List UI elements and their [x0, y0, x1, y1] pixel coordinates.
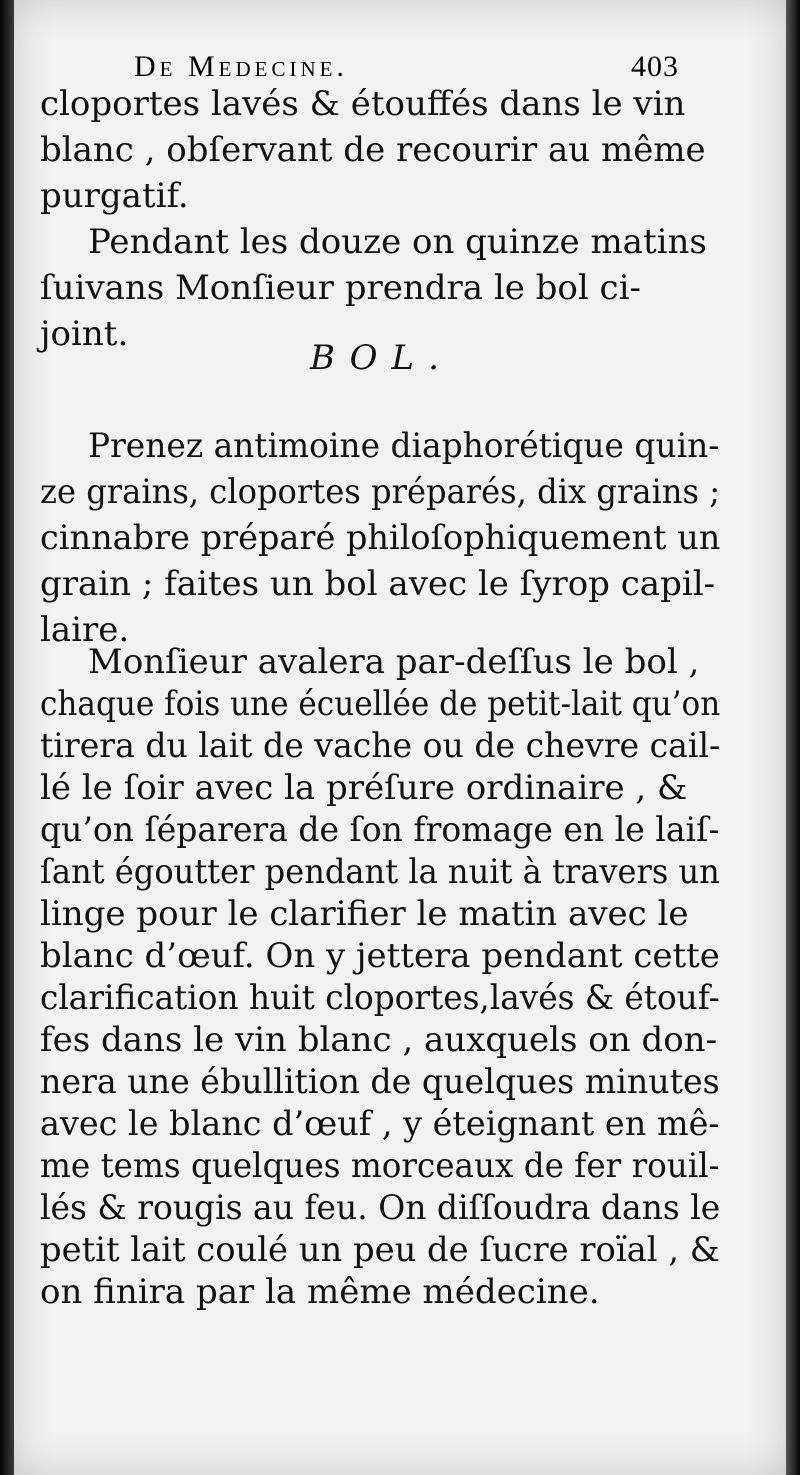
text-line: on finira par la même médecine. — [40, 1272, 600, 1312]
text-line: purgatif. — [40, 176, 189, 216]
text-line: tirera du lait de vache ou de chevre cail- — [40, 726, 721, 766]
text-line: grain ; faites un bol avec le ſyrop capil- — [40, 564, 716, 604]
text-line: ſuivans Monſieur prendra le bol ci- — [40, 268, 641, 308]
text-line: blanc , obſervant de recourir au même — [40, 130, 706, 170]
text-line: lés & rougis au feu. On diſſoudra dans le — [40, 1188, 721, 1228]
text-line: Prenez antimoine diaphorétique quin- — [88, 426, 720, 466]
book-page — [14, 0, 786, 1475]
text-line: cloportes lavés & étouffés dans le vin — [40, 84, 686, 124]
text-line: nera une ébullition de quelques minutes — [40, 1062, 720, 1102]
text-line: laire. — [40, 610, 130, 650]
text-line: ſant égoutter pendant la nuit à travers un — [40, 852, 720, 892]
text-line: chaque fois une écuellée de petit-lait qu’on — [40, 684, 721, 724]
text-line: joint. — [40, 314, 129, 354]
text-line: fes dans le vin blanc , auxquels on don- — [40, 1020, 718, 1060]
text-line: petit lait coulé un peu de ſucre roïal , & — [40, 1230, 720, 1270]
text-line: clarification huit cloportes,lavés & étouf- — [40, 978, 720, 1018]
page-number: 403 — [631, 50, 679, 83]
text-line: ze grains, cloportes préparés, dix grains ; — [40, 472, 721, 512]
running-title: De Medecine. — [134, 50, 348, 83]
text-line: lé le ſoir avec la préſure ordinaire , & — [40, 768, 688, 808]
page-edge-left — [0, 0, 14, 1475]
text-line: cinnabre préparé philoſophiquement un — [40, 518, 721, 558]
text-line: blanc d’œuf. On y jettera pendant cette — [40, 936, 720, 976]
section-heading: BOL. — [310, 338, 453, 378]
text-line: linge pour le clarifier le matin avec le — [40, 894, 689, 934]
text-line: qu’on ſéparera de ſon fromage en le laiſ- — [40, 810, 720, 850]
text-line: avec le blanc d’œuf , y éteignant en mê- — [40, 1104, 720, 1144]
page-edge-right — [786, 0, 800, 1475]
text-line: Pendant les douze on quinze matins — [88, 222, 707, 262]
text-line: me tems quelques morceaux de fer rouil- — [40, 1146, 720, 1186]
text-line: Monſieur avalera par-deſſus le bol , — [88, 642, 700, 682]
